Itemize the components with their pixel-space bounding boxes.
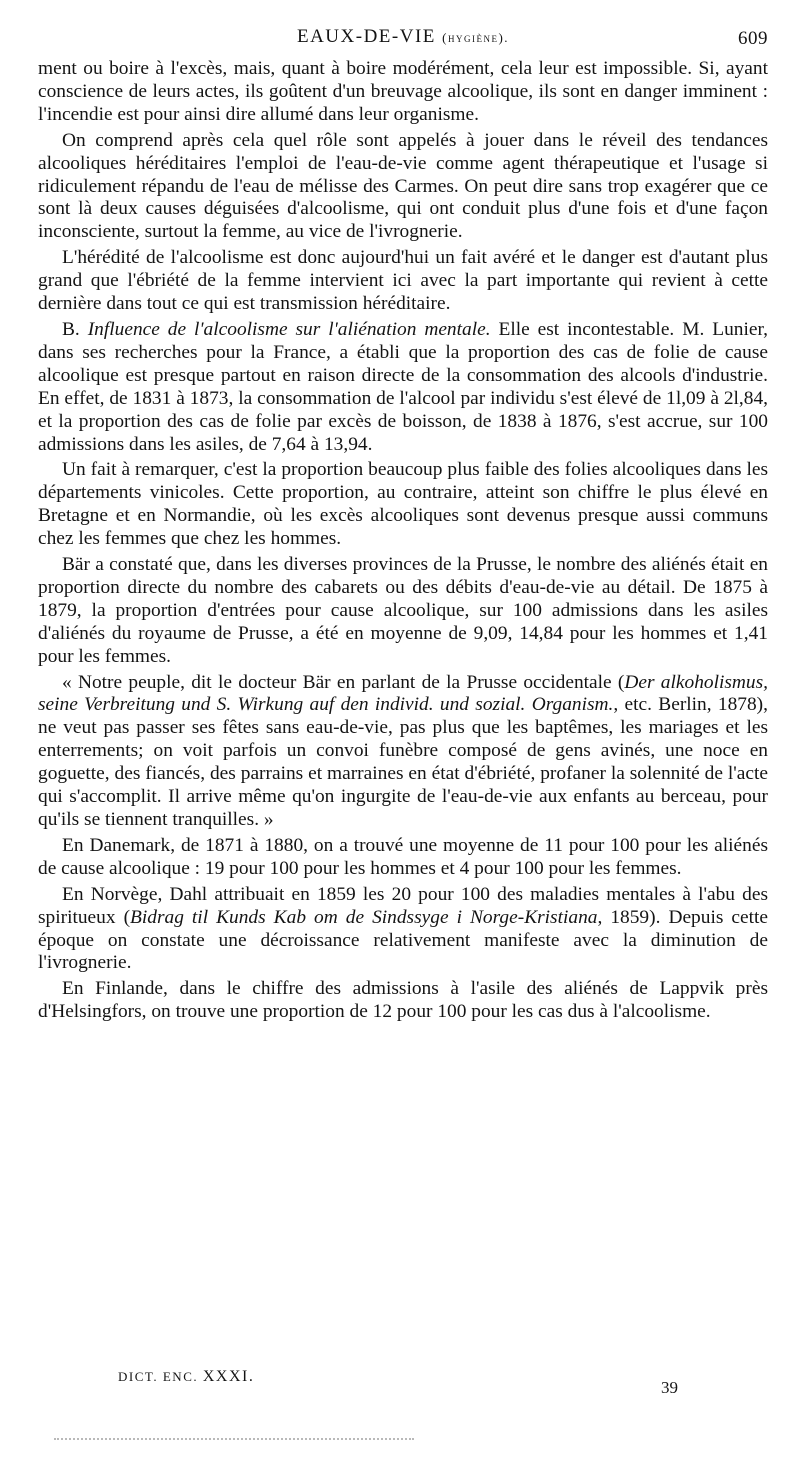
paragraph-9 — [38, 884, 768, 976]
paragraph-text: , etc. Berlin, 1878), ne veut pas passer ses fêtes sans eau-de-vie, pas plus que les baptêmes, les mariages et les enterrements; on voit parfois un convoi funèbre composé de gens avinés, une noce en goguette, des fiancés, des parrains et marraines en état d'ébriété, profaner la solennité de l'acte qui s'accomplit. Il arrive même qu'on ingurgite de l'eau-de-vie aux enfants au berceau, pour qu'ils se tiennent tranquilles. » — [38, 694, 768, 830]
page — [38, 26, 768, 1024]
paragraph-text: L'hérédité de l'alcoolisme est donc aujourd'hui un fait avéré et le danger est d'autant plus grand que l'ébriété de la femme intervient ici avec la part importante qui revient à cette dernière dans tout ce qui est transmission héréditaire. — [38, 247, 768, 315]
signature-volume: XXXI. — [202, 1368, 255, 1385]
paragraph-text: En Norvège, Dahl attribuait en 1859 les 20 pour 100 des maladies mentales à l'abu des spiritueux ( — [38, 883, 768, 928]
scan-artifact-line — [54, 1438, 414, 1442]
paragraph-text: En Finlande, dans le chiffre des admissions à l'asile des aliénés de Lappvik près d'Helsingfors, on trouve une proportion de 12 pour 100 pour les cas dus à l'alcoolisme. — [38, 978, 768, 1023]
section-b-paragraph — [38, 319, 768, 456]
running-head-subtitle: (hygiène). — [442, 30, 510, 45]
sheet-number: 39 — [661, 1378, 678, 1397]
page-number: 609 — [738, 28, 768, 49]
signature-mark — [118, 1368, 254, 1386]
running-head — [38, 26, 768, 58]
citation-title: Bidrag til Kunds Kab om de Sindssyge i Norge-Kristiana — [130, 906, 598, 928]
paragraph-8 — [38, 835, 768, 881]
paragraph-1 — [38, 58, 768, 127]
section-label: B. — [62, 318, 88, 340]
paragraph-text: Elle est incontestable. M. Lunier, dans ses recherches pour la France, a établi que la proportion des cas de folie de cause alcoolique est presque partout en raison directe de la consommation des alcools d'industrie. En effet, de 1831 à 1873, la consommation de l'alcool par individu s'est élevé de 1l,09 à 2l,84, et la proportion des cas de folie par excès de boisson, de 1838 à 1876, s'est accrue, sur 100 admissions dans les asiles, de 7,64 à 13,94. — [38, 318, 768, 455]
paragraph-10 — [38, 978, 768, 1024]
paragraph-text: On comprend après cela quel rôle sont appelés à jouer dans le réveil des tendances alcooliques héréditaires l'emploi de l'eau-de-vie comme agent thérapeutique et l'usage si ridiculement répandu de l'eau de mélisse des Carmes. On peut dire sans trop exagérer que ce sont là deux causes déguisées d'alcoolisme, qui ont conduit plus d'une fois et d'une façon inconsciente, surtout la femme, au vice de l'ivrognerie. — [38, 129, 768, 243]
paragraph-text: « Notre peuple, dit le docteur Bär en parlant de la Prusse occidentale ( — [62, 671, 625, 693]
paragraph-text: En Danemark, de 1871 à 1880, on a trouvé une moyenne de 11 pour 100 pour les aliénés de cause alcoolique : 19 pour 100 pour les hommes et 4 pour 100 pour les femmes. — [38, 834, 768, 879]
paragraph-6 — [38, 554, 768, 669]
body-text — [38, 58, 768, 1024]
running-head-title: EAUX-DE-VIE — [296, 26, 436, 47]
quote-paragraph — [38, 672, 768, 832]
paragraph-text: ment ou boire à l'excès, mais, quant à boire modérément, cela leur est impossible. Si, ayant conscience de leurs actes, ils goûtent d'un breuvage alcoolique, ils sont en danger imminent : l'incendie est pour ainsi dire allumé dans leur organisme. — [38, 58, 768, 125]
signature-prefix: DICT. ENC. — [118, 1369, 199, 1384]
citation-title: Der alkoholismus, seine Verbreitung und S. Wirkung auf den individ. und sozial. Organism. — [38, 671, 768, 716]
paragraph-text: Bär a constaté que, dans les diverses provinces de la Prusse, le nombre des aliénés était en proportion directe du nombre des cabarets ou des débits d'eau-de-vie au détail. De 1875 à 1879, la proportion d'entrées pour cause alcoolique, sur 100 admissions dans les asiles d'aliénés du royaume de Prusse, a été en moyenne de 9,09, 14,84 pour les hommes et 1,41 pour les femmes. — [38, 554, 768, 667]
section-heading: Influence de l'alcoolisme sur l'aliénation mentale. — [87, 318, 491, 340]
page-footer — [118, 1368, 678, 1404]
paragraph-text: , 1859). Depuis cette époque on constate une décroissance relativement manifeste avec la diminution de l'ivrognerie. — [38, 906, 768, 974]
paragraph-text: Un fait à remarquer, c'est la proportion beaucoup plus faible des folies alcooliques dans les départements vinicoles. Cette proportion, au contraire, atteint son chiffre le plus élevé en Bretagne et en Normandie, où les excès alcooliques sont devenus presque aussi communs chez les femmes que chez les hommes. — [38, 459, 768, 550]
paragraph-3 — [38, 247, 768, 316]
paragraph-5 — [38, 459, 768, 551]
paragraph-2 — [38, 130, 768, 245]
